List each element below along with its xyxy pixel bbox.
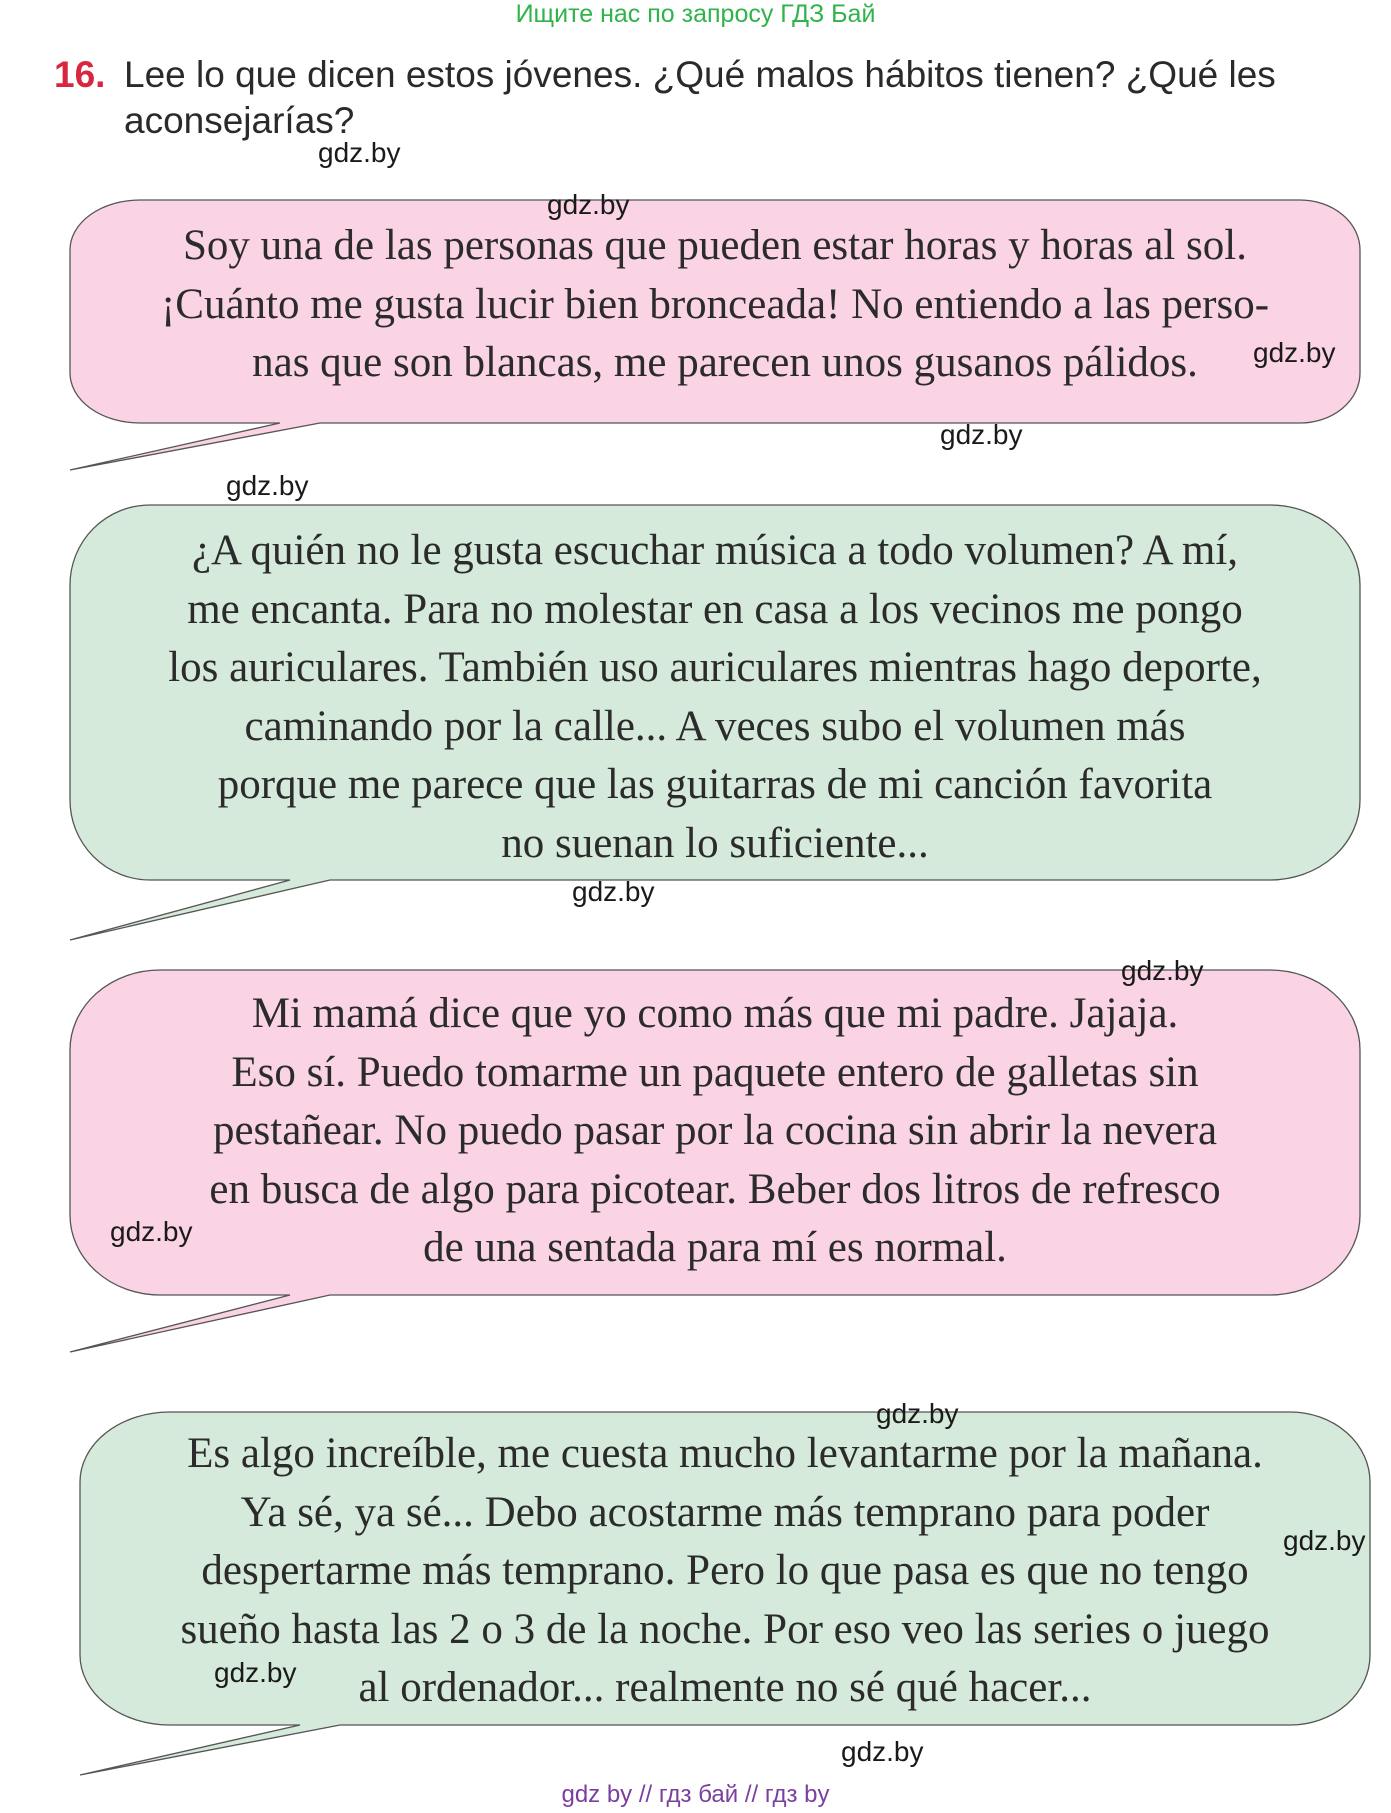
speech-line: Mi mamá dice que yo como más que mi padre. Jajaja.	[251, 990, 1179, 1037]
speech-line: caminando por la calle... A veces subo el volumen más	[244, 702, 1186, 750]
speech-line: pestañear. No puedo pasar por la cocina sin abrir la nevera	[212, 1107, 1218, 1154]
watermark: gdz.by	[226, 470, 309, 501]
exercise-number: 16.	[54, 54, 106, 95]
speech-line: al ordenador... realmente no sé qué hacer...	[358, 1664, 1092, 1711]
speech-line: porque me parece que las guitarras de mi canción favorita	[217, 761, 1213, 808]
watermark: gdz.by	[841, 1736, 924, 1767]
speech-line: ¡Cuánto me gusta lucir bien bronceada! No entiendo a las perso-	[160, 280, 1270, 328]
speech-bubble-3-text	[70, 985, 1360, 1278]
header-banner: Ищите нас по запросу ГДЗ Бай	[515, 0, 876, 28]
speech-line: me encanta. Para no molestar en casa a los vecinos me pongo	[187, 585, 1243, 633]
speech-bubble-1-text	[70, 217, 1360, 393]
watermark: gdz.by	[318, 137, 401, 168]
exercise-prompt: Lee lo que dicen estos jóvenes. ¿Qué malos hábitos tienen? ¿Qué les aconsejarías?	[124, 54, 1276, 141]
footer-watermark: gdz by // гдз бай // гдз by	[561, 1781, 830, 1808]
speech-line: ¿A quién no le gusta escuchar música a todo volumen? A mí,	[191, 527, 1239, 574]
speech-line: no suenan lo suficiente...	[501, 819, 929, 867]
watermark: gdz.by	[876, 1398, 959, 1429]
watermark: gdz.by	[214, 1657, 297, 1688]
watermark: gdz.by	[547, 189, 630, 220]
speech-line: Soy una de las personas que pueden estar horas y horas al sol.	[183, 222, 1247, 269]
speech-line: los auriculares. También uso auriculares mientras hago deporte,	[168, 644, 1262, 691]
watermark: gdz.by	[1253, 337, 1336, 368]
speech-line: Eso sí. Puedo tomarme un paquete entero de galletas sin	[231, 1048, 1199, 1096]
speech-bubble-2-text	[70, 522, 1360, 873]
watermark: gdz.by	[1121, 955, 1204, 986]
watermark: gdz.by	[110, 1216, 193, 1247]
speech-line: de una sentada para mí es normal.	[423, 1224, 1007, 1271]
speech-line: Es algo increíble, me cuesta mucho levantarme por la mañana.	[187, 1430, 1263, 1477]
speech-line: Ya sé, ya sé... Debo acostarme más temprano para poder	[240, 1488, 1210, 1536]
speech-line: despertarme más temprano. Pero lo que pasa es que no tengo	[201, 1547, 1249, 1594]
speech-line: nas que son blancas, me parecen unos gusanos pálidos.	[252, 339, 1198, 386]
watermark: gdz.by	[1283, 1525, 1366, 1556]
speech-line: en busca de algo para picotear. Beber dos litros de refresco	[209, 1165, 1221, 1213]
speech-line: sueño hasta las 2 o 3 de la noche. Por eso veo las series o juego	[180, 1605, 1270, 1653]
watermark: gdz.by	[572, 876, 655, 907]
watermark: gdz.by	[940, 419, 1023, 450]
